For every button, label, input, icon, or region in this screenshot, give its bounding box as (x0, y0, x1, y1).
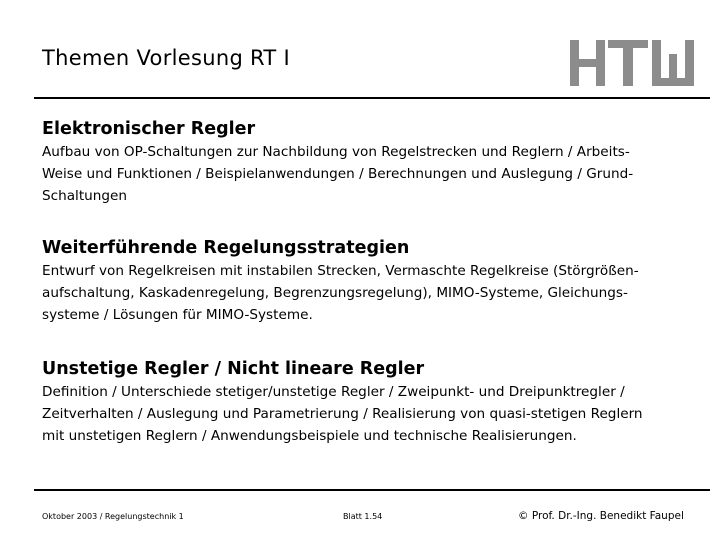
htw-logo (570, 40, 694, 86)
body-line: aufschaltung, Kaskadenregelung, Begrenzungsregelung), MIMO-Systeme, Gleichungs- (42, 285, 628, 301)
body-line: Schaltungen (42, 188, 127, 204)
body-line: Definition / Unterschiede stetiger/unstetige Regler / Zweipunkt- und Dreipunktregler / (42, 384, 625, 400)
section-advanced-strategies (42, 237, 712, 326)
section-heading: Elektronischer Regler (42, 119, 256, 139)
section-heading: Unstetige Regler / Nicht lineare Regler (42, 359, 425, 379)
section-body (42, 260, 712, 326)
body-line: Zeitverhalten / Auslegung und Parametrierung / Realisierung von quasi-stetigen Reglern (42, 406, 643, 422)
page-title: Themen Vorlesung RT I (42, 46, 291, 70)
body-line: Weise und Funktionen / Beispielanwendungen / Berechnungen und Auslegung / Grund- (42, 166, 634, 182)
section-discontinuous-controllers (42, 358, 712, 447)
body-line: Aufbau von OP-Schaltungen zur Nachbildung von Regelstrecken und Reglern / Arbeits- (42, 144, 630, 160)
footer-page-number: Blatt 1.54 (343, 512, 383, 521)
section-electronic-controller (42, 118, 712, 207)
footer-date-course: Oktober 2003 / Regelungstechnik 1 (42, 512, 184, 521)
section-body (42, 381, 712, 447)
header-divider (34, 97, 710, 99)
footer-copyright: © Prof. Dr.-Ing. Benedikt Faupel (518, 510, 684, 522)
body-line: Entwurf von Regelkreisen mit instabilen Strecken, Vermaschte Regelkreise (Störgrößen- (42, 263, 639, 279)
body-line: mit unstetigen Reglern / Anwendungsbeispiele und technische Realisierungen. (42, 428, 577, 444)
section-heading: Weiterführende Regelungsstrategien (42, 238, 410, 258)
body-line: systeme / Lösungen für MIMO-Systeme. (42, 307, 313, 323)
section-body (42, 141, 712, 207)
footer-divider (34, 489, 710, 491)
